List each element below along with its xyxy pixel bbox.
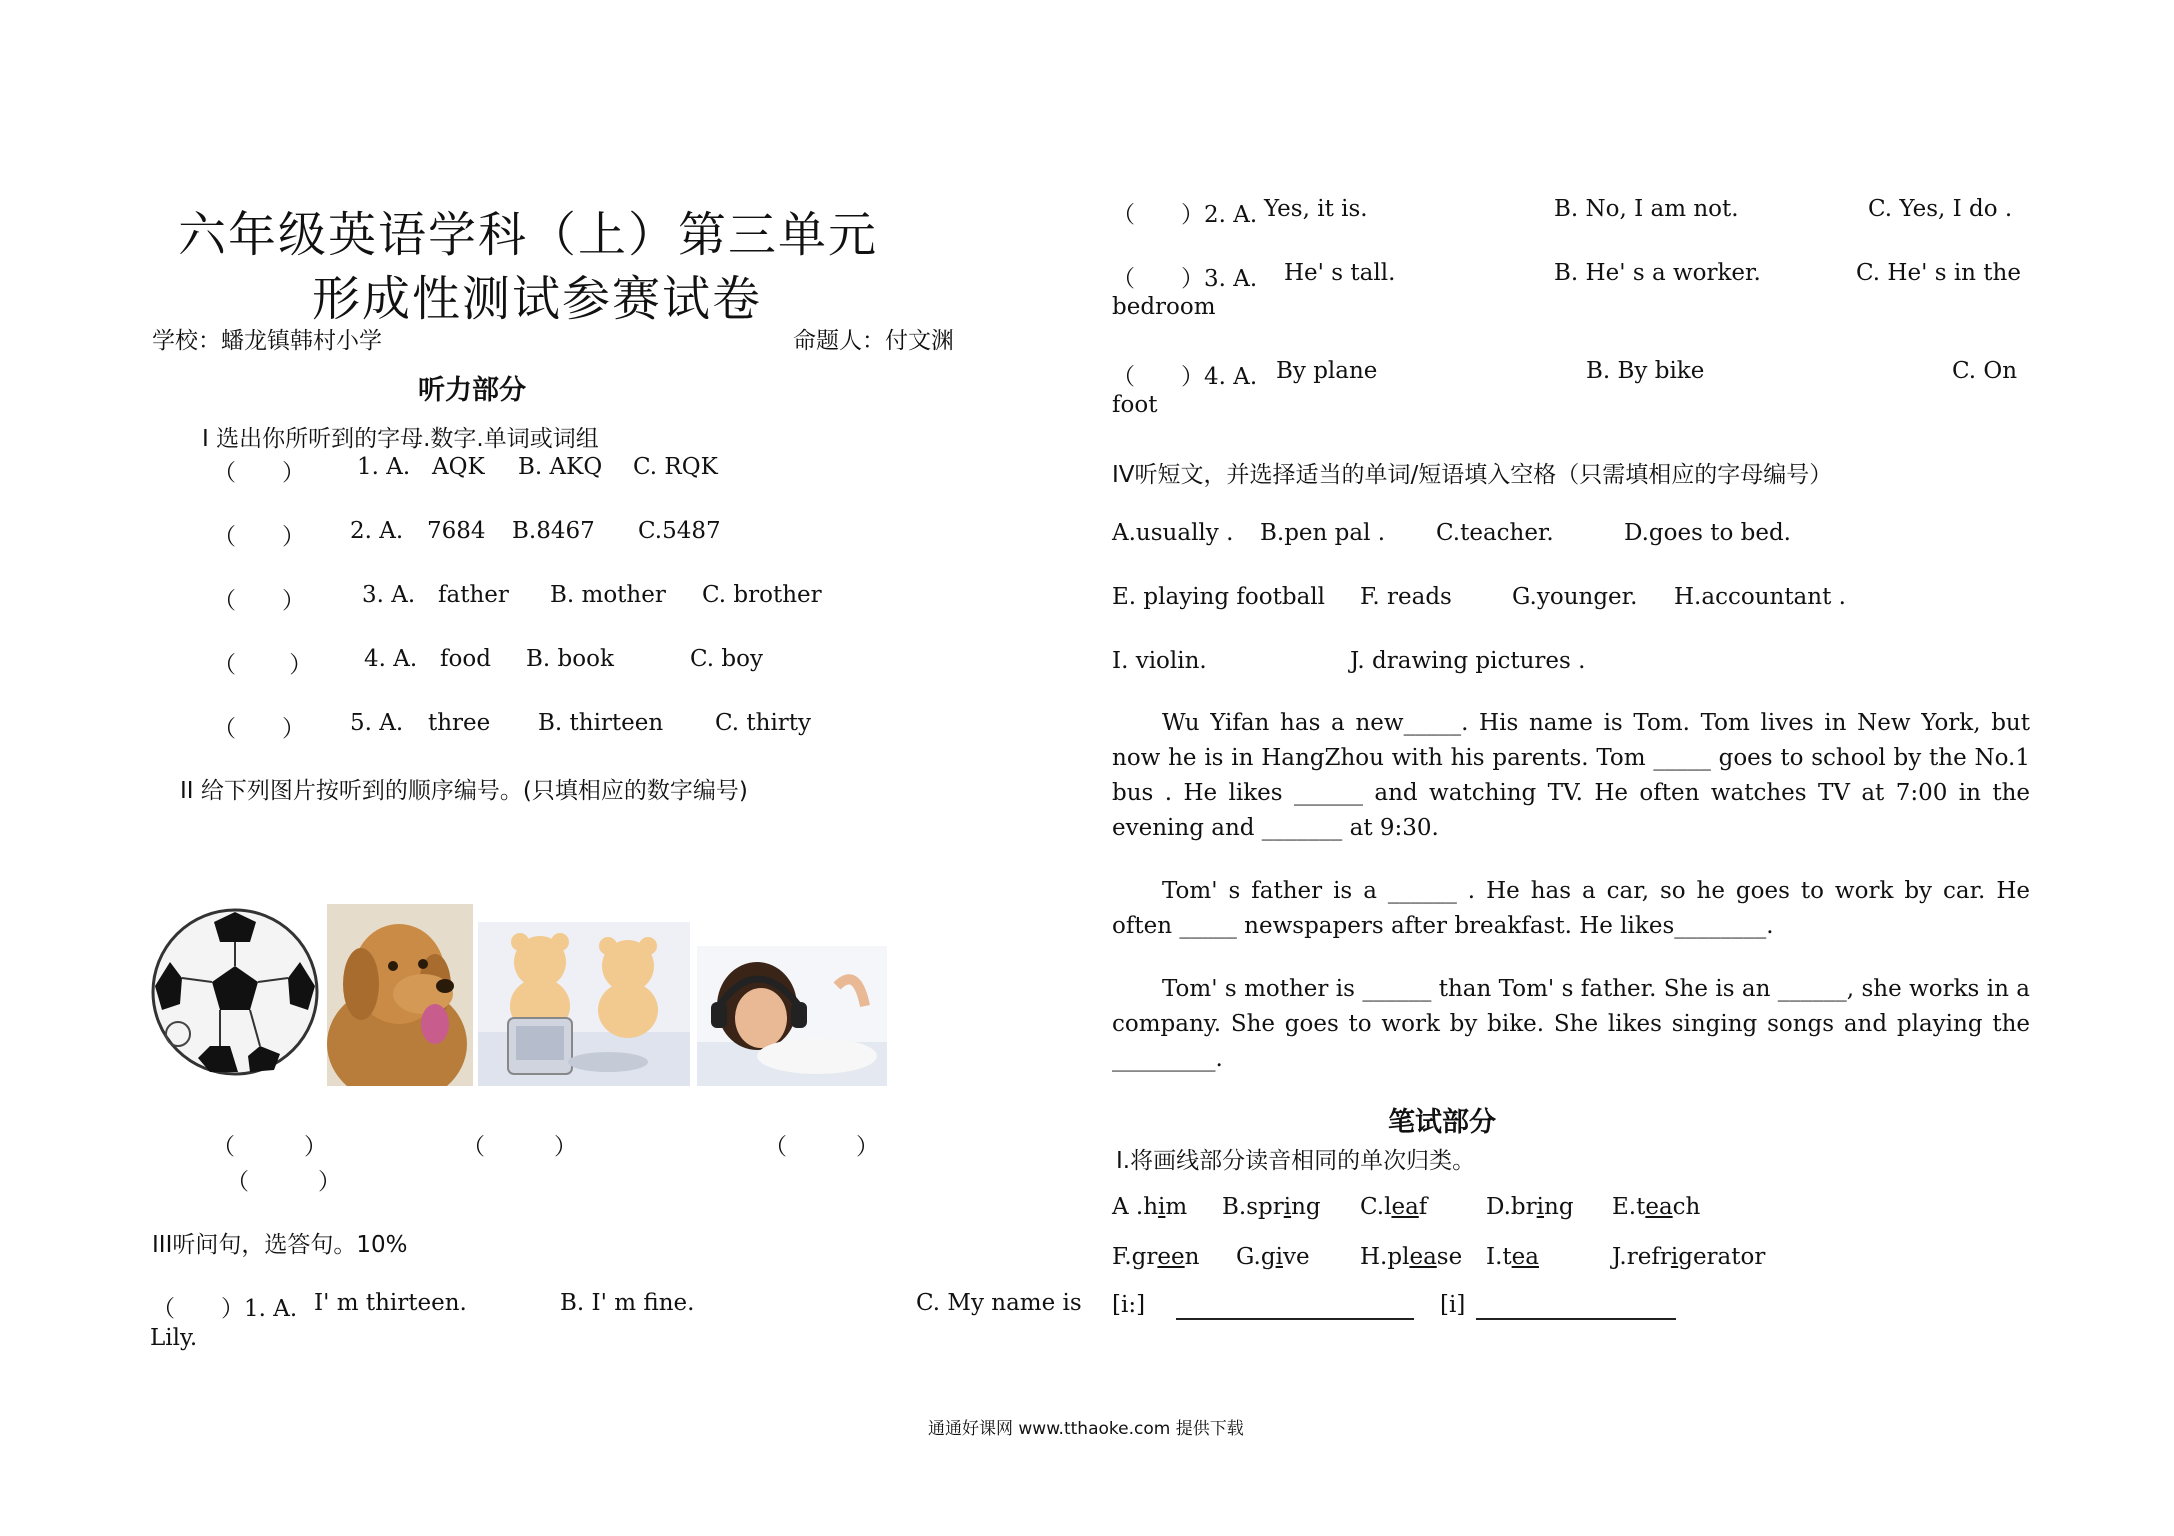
part3-heading: III听问句，选答句。10% bbox=[152, 1232, 408, 1258]
q5-option-a: three bbox=[428, 710, 491, 736]
phonics-word-b: B.spring bbox=[1222, 1194, 1321, 1220]
word-option-c: C.teacher. bbox=[1436, 520, 1554, 546]
writing-part1-heading: Ⅰ.将画线部分读音相同的单次归类。 bbox=[1116, 1148, 1476, 1174]
q2-option-a: 7684 bbox=[427, 518, 486, 544]
q3-option-c: C. brother bbox=[702, 582, 822, 608]
q1-option-a: AQK bbox=[432, 454, 485, 480]
sound-short-i-answer-line[interactable] bbox=[1476, 1318, 1676, 1320]
word-option-e: E. playing football bbox=[1112, 584, 1325, 610]
q1-num: 1. A. bbox=[357, 454, 411, 480]
part3-q3-option-c-cont: bedroom bbox=[1112, 294, 1216, 320]
picture-4-bracket[interactable]: （ ） bbox=[226, 1169, 341, 1195]
sound-long-i-answer-line[interactable] bbox=[1176, 1318, 1414, 1320]
word-option-d: D.goes to bed. bbox=[1624, 520, 1791, 546]
part3-q1-option-c: C. My name is bbox=[916, 1290, 1082, 1316]
phonics-word-e: E.teach bbox=[1612, 1194, 1701, 1220]
answer-bracket[interactable]: （ ） bbox=[213, 460, 305, 486]
phonics-word-f: F.green bbox=[1112, 1244, 1200, 1270]
picture-1-bracket[interactable]: （ ） bbox=[212, 1134, 327, 1160]
part3-q3-option-b: B. He' s a worker. bbox=[1554, 260, 1761, 286]
part3-q4-option-c-cont: foot bbox=[1112, 392, 1158, 418]
q3-option-a: father bbox=[438, 582, 509, 608]
footer-watermark: 通通好课网 www.tthaoke.com 提供下载 bbox=[928, 1419, 1244, 1439]
question-2-bracket[interactable]: （ ） bbox=[213, 524, 305, 550]
part3-q1-option-b: B. I' m fine. bbox=[560, 1290, 695, 1316]
part2-heading: II 给下列图片按听到的顺序编号。(只填相应的数字编号) bbox=[180, 778, 748, 804]
q3-num: 3. A. bbox=[362, 582, 416, 608]
q4-num: 4. A. bbox=[364, 646, 418, 672]
phonics-word-g: G.give bbox=[1236, 1244, 1310, 1270]
q5-num: 5. A. bbox=[350, 710, 404, 736]
word-option-f: F. reads bbox=[1360, 584, 1452, 610]
part1-heading: I 选出你所听到的字母.数字.单词或词组 bbox=[202, 426, 599, 452]
title-line1: 六年级英语学科（上）第三单元 bbox=[178, 207, 879, 263]
picture-3-bracket[interactable]: （ ） bbox=[764, 1134, 879, 1160]
q2-option-c: C.5487 bbox=[638, 518, 721, 544]
q2-option-b: B.8467 bbox=[512, 518, 595, 544]
q1-option-b: B. AKQ bbox=[518, 454, 603, 480]
word-option-b: B.pen pal . bbox=[1260, 520, 1386, 546]
phonics-word-j: J.refrigerator bbox=[1612, 1244, 1766, 1270]
passage-paragraph-3: Tom' s mother is ______ than Tom' s father. She is an ______, she works in a company. She goes to work by bike. She likes singing songs and playing the _________. bbox=[1112, 976, 2030, 1072]
picture-2-bracket[interactable]: （ ） bbox=[462, 1134, 577, 1160]
q4-option-b: B. book bbox=[526, 646, 614, 672]
passage-paragraph-2: Tom' s father is a ______ . He has a car, so he goes to work by car. He often _____ newspapers after breakfast. He likes________. bbox=[1112, 878, 2030, 939]
part3-q1-option-c-cont: Lily. bbox=[150, 1325, 198, 1351]
question-3-bracket[interactable]: （ ） bbox=[213, 588, 305, 614]
girl-headphones-icon bbox=[697, 946, 887, 1086]
q1-option-c: C. RQK bbox=[633, 454, 718, 480]
cartoon-bears-computer-icon bbox=[478, 922, 690, 1086]
part3-q4-option-a: By plane bbox=[1276, 358, 1378, 384]
passage-paragraph-1: Wu Yifan has a new_____. His name is Tom. Tom lives in New York, but now he is in HangZhou with his parents. Tom _____ goes to school by the No.1 bus . He likes ______ and watching TV. He often watches TV at 7:00 in the evening and _______ at 9:30. bbox=[1112, 710, 2030, 841]
sound-long-i-label: [i:] bbox=[1112, 1292, 1146, 1318]
writing-section-title: 笔试部分 bbox=[1388, 1107, 1496, 1138]
part3-q4-option-b: B. By bike bbox=[1586, 358, 1705, 384]
sound-short-i-label: [i] bbox=[1440, 1292, 1466, 1318]
listening-section-title: 听力部分 bbox=[418, 375, 526, 406]
soccer-ball-picture bbox=[150, 906, 320, 1078]
question-1 bbox=[213, 454, 305, 487]
title-line2: 形成性测试参赛试卷 bbox=[312, 271, 763, 327]
part3-q4-option-c: C. On bbox=[1952, 358, 2018, 384]
phonics-word-h: H.please bbox=[1360, 1244, 1463, 1270]
phonics-word-i: I.tea bbox=[1486, 1244, 1539, 1270]
girl-headphones-picture bbox=[697, 946, 887, 1086]
part3-q4-bracket[interactable]: （ ）4. A. bbox=[1112, 364, 1258, 390]
part3-q1-option-a: I' m thirteen. bbox=[314, 1290, 467, 1316]
part3-q2-bracket[interactable]: （ ）2. A. bbox=[1112, 202, 1258, 228]
q4-option-a: food bbox=[440, 646, 491, 672]
word-option-j: J. drawing pictures . bbox=[1350, 648, 1586, 674]
phonics-word-a: A .him bbox=[1112, 1194, 1188, 1220]
part3-q2-option-a: Yes, it is. bbox=[1264, 196, 1368, 222]
part3-q3-option-c: C. He' s in the bbox=[1856, 260, 2021, 286]
question-5-bracket[interactable]: （ ） bbox=[213, 716, 305, 742]
word-option-g: G.younger. bbox=[1512, 584, 1638, 610]
question-4-bracket[interactable]: （ ） bbox=[213, 652, 313, 678]
part3-q2-option-b: B. No, I am not. bbox=[1554, 196, 1739, 222]
golden-retriever-dog-icon bbox=[327, 904, 473, 1086]
q2-num: 2. A. bbox=[350, 518, 404, 544]
phonics-word-d: D.bring bbox=[1486, 1194, 1574, 1220]
q3-option-b: B. mother bbox=[550, 582, 666, 608]
q5-option-c: C. thirty bbox=[715, 710, 812, 736]
part4-heading: IV听短文，并选择适当的单词/短语填入空格（只需填相应的字母编号） bbox=[1112, 462, 1833, 488]
word-option-a: A.usually . bbox=[1112, 520, 1234, 546]
part3-q2-option-c: C. Yes, I do . bbox=[1868, 196, 2013, 222]
school-label: 学校：蟠龙镇韩村小学 bbox=[152, 328, 382, 354]
part3-q1-bracket[interactable]: （ ）1. A. bbox=[152, 1296, 298, 1322]
dog-picture bbox=[327, 904, 473, 1086]
q5-option-b: B. thirteen bbox=[538, 710, 664, 736]
part3-q3-option-a: He' s tall. bbox=[1284, 260, 1396, 286]
q4-option-c: C. boy bbox=[690, 646, 763, 672]
word-option-i: I. violin. bbox=[1112, 648, 1207, 674]
part3-q3-bracket[interactable]: （ ）3. A. bbox=[1112, 266, 1258, 292]
word-option-h: H.accountant . bbox=[1674, 584, 1846, 610]
phonics-word-c: C.leaf bbox=[1360, 1194, 1428, 1220]
soccer-ball-icon bbox=[150, 906, 320, 1078]
bears-computer-picture bbox=[478, 922, 690, 1086]
author-label: 命题人：付文渊 bbox=[793, 328, 954, 354]
